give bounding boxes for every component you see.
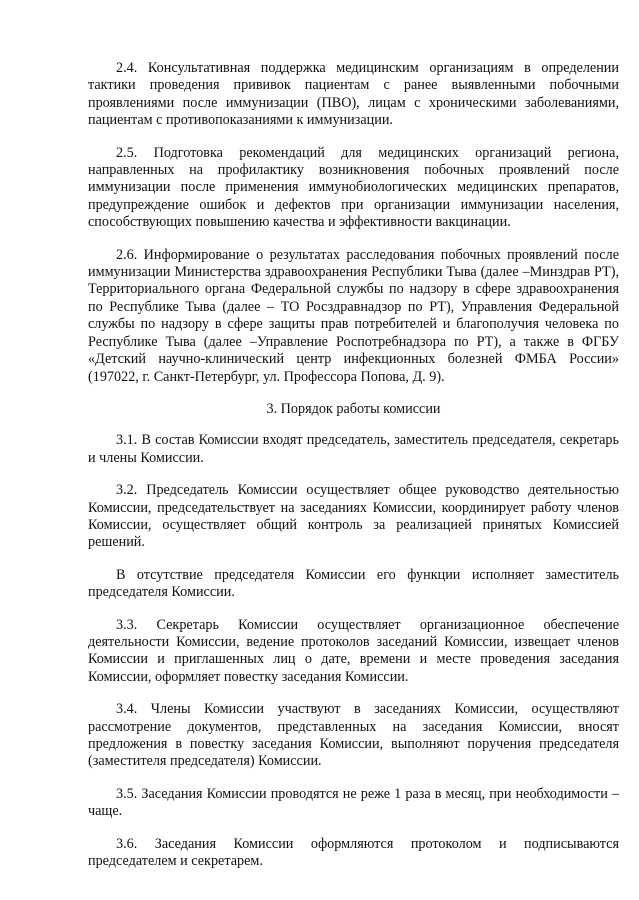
paragraph-2-4: 2.4. Консультативная поддержка медицинским организациям в определении тактики проведения прививок пациентам с ранее выявленными побочными проявлениями после иммунизации (ПВО), лицам с хроническими заболеваниями, пациентам с противопоказаниями к иммунизации. [88, 60, 619, 129]
section-heading: 3. Порядок работы комиссии [266, 400, 441, 417]
paragraph-3-3: 3.3. Секретарь Комиссии осуществляет организационное обеспечение деятельности Комиссии, ведение протоколов заседаний Комиссии, извещает членов Комиссии и приглашенных лиц о дате, времени и месте проведения заседания Комиссии, оформляет повестку заседания Комиссии. [88, 616, 619, 685]
paragraph-2-6: 2.6. Информирование о результатах расследования побочных проявлений после иммунизации Министерства здравоохранения Республики Тыва (далее –Минздрав РТ), Территориального органа Федеральной службы по надзору в сфере здравоохранения по Республике Тыва (далее – ТО Росздравнадзор по РТ), Управления Федеральной службы по надзору в сфере защиты прав потребителей и благополучия человека по Республике Тыва (далее –Управление Роспотребнадзора по РТ), а также в ФГБУ «Детский научно-клинический центр инфекционных болезней ФМБА России» (197022, г. Санкт-Петербург, ул. Профессора Попова, Д. 9). [88, 246, 619, 385]
paragraph-3-1: 3.1. В состав Комиссии входят председатель, заместитель председателя, секретарь и члены Комиссии. [88, 432, 619, 466]
paragraph-3-6: 3.6. Заседания Комиссии оформляются протоколом и подписываются председателем и секретарем. [88, 835, 619, 870]
document-page [88, 60, 619, 885]
paragraph-3-2: 3.2. Председатель Комиссии осуществляет общее руководство деятельностью Комиссии, председательствует на заседаниях Комиссии, координирует работу членов Комиссии, осуществляет общий контроль за реализацией принятых Комиссией решений. [88, 482, 619, 551]
paragraph-3-2-substitute: В отсутствие председателя Комиссии его функции исполняет заместитель председателя Комиссии. [88, 566, 619, 601]
paragraph-3-4: 3.4. Члены Комиссии участвуют в заседаниях Комиссии, осуществляют рассмотрение документов, представленных на заседания Комиссии, вносят предложения в повестку заседания Комиссии, выполняют поручения председателя (заместителя председателя) Комиссии. [88, 701, 619, 770]
paragraph-2-5: 2.5. Подготовка рекомендаций для медицинских организаций региона, направленных на профилактику возникновения побочных проявлений после иммунизации после применения иммунобиологических медицинских препаратов, предупреждение ошибок и дефектов при организации иммунизации населения, способствующих повышению качества и эффективности вакцинации. [88, 144, 619, 231]
paragraph-3-5: 3.5. Заседания Комиссии проводятся не реже 1 раза в месяц, при необходимости – чаще. [88, 785, 619, 820]
